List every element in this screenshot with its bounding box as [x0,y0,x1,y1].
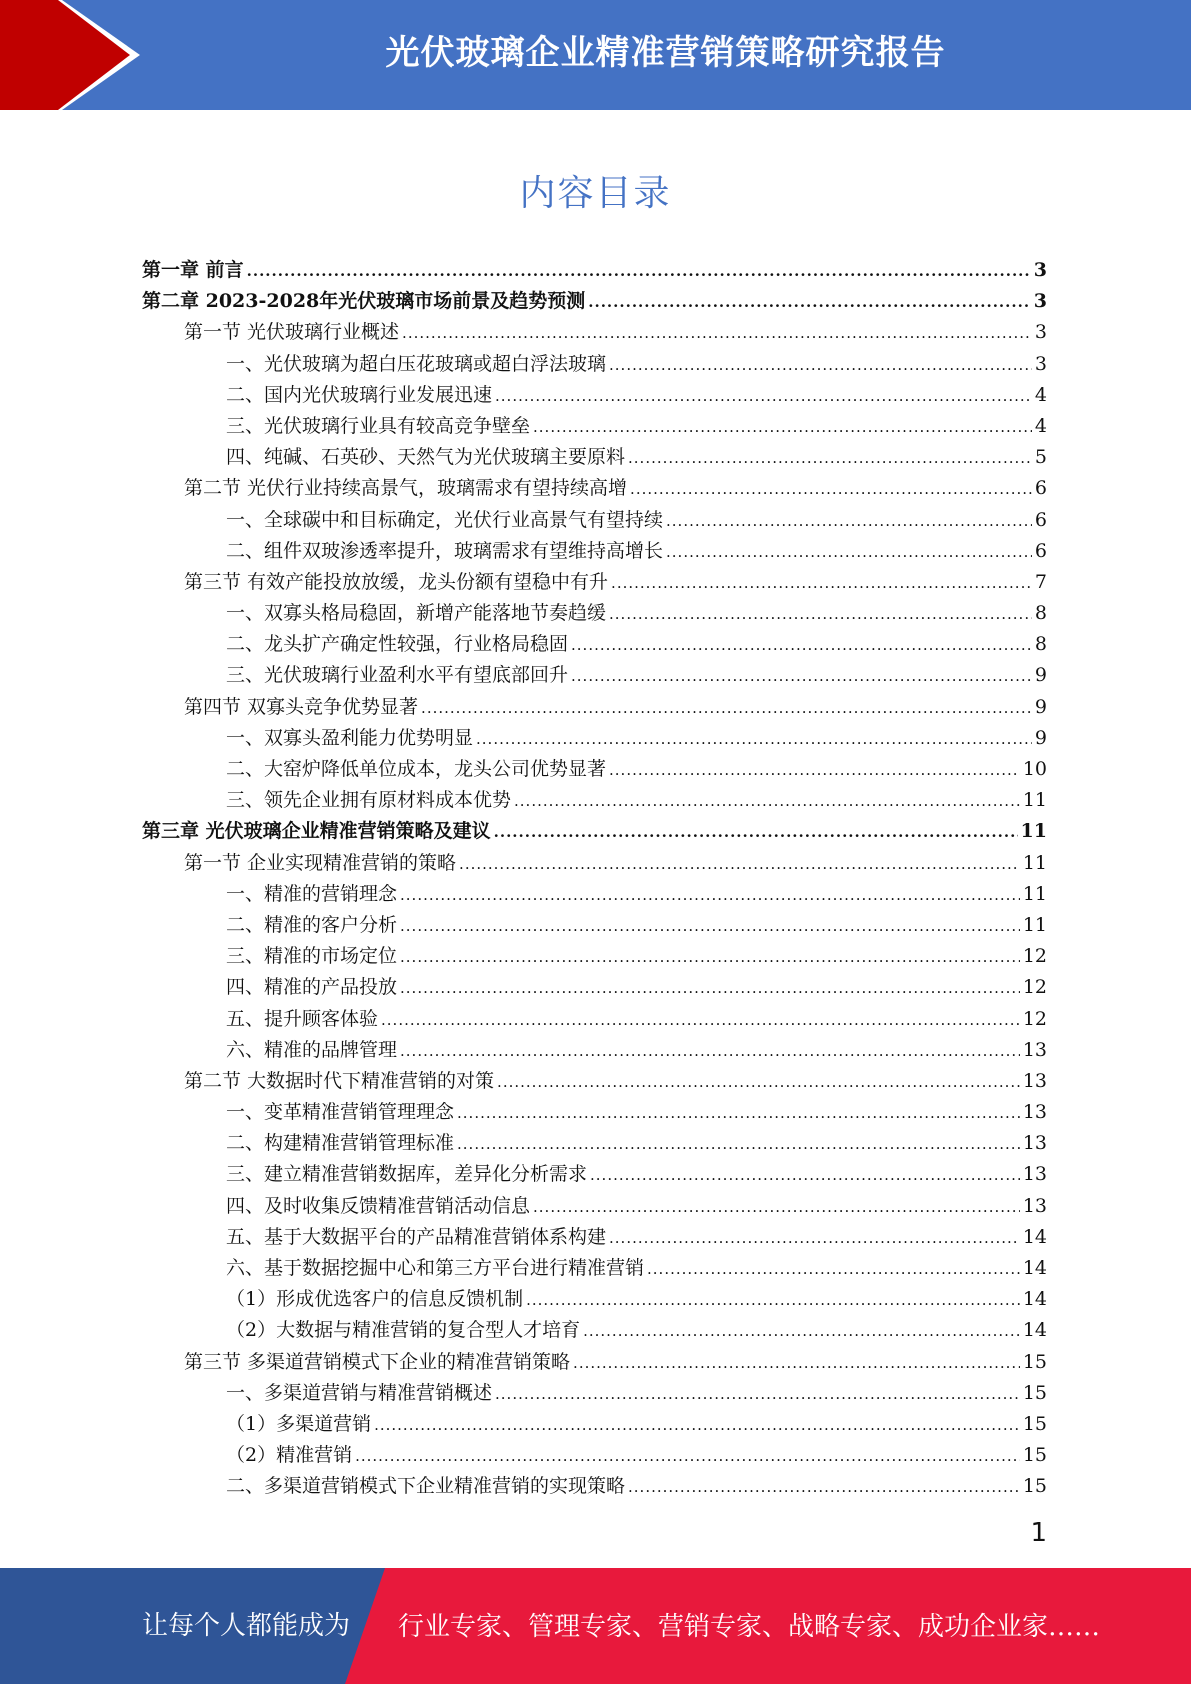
toc-entry-page: 13 [1022,1163,1047,1186]
toc-entry-title: 四、纯碱、石英砂、天然气为光伏玻璃主要原料 [226,446,626,469]
toc-entry[interactable] [142,941,1047,972]
toc-entry[interactable] [142,380,1047,411]
toc-entry[interactable] [142,785,1047,816]
toc-entry-title: 二、多渠道营销模式下企业精准营销的实现策略 [226,1475,626,1498]
toc-entry-page: 3 [1034,321,1047,344]
toc-entry-title: 三、精准的市场定位 [226,945,398,968]
toc-entry[interactable] [142,1315,1047,1346]
toc-entry-page: 11 [1020,820,1047,843]
toc-entry-page: 5 [1034,446,1047,469]
toc-entry-page: 3 [1033,290,1047,313]
toc-entry-page: 10 [1022,758,1047,780]
toc-leader-dots [628,443,1032,474]
toc-entry-title: 二、大窑炉降低单位成本，龙头公司优势显著 [226,758,607,780]
toc-leader-dots [630,474,1032,505]
toc-entry[interactable] [142,505,1047,536]
toc-entry-page: 15 [1022,1444,1047,1467]
toc-entry-title: 六、基于数据挖掘中心和第三方平台进行精准营销 [226,1257,645,1279]
toc-entry-title: 二、龙头扩产确定性较强，行业格局稳固 [226,633,569,656]
toc-entry-title: 第二节 大数据时代下精准营销的对策 [184,1069,495,1092]
toc-entry[interactable] [142,723,1047,754]
toc-entry-page: 13 [1022,1132,1047,1155]
toc-entry-title: 二、精准的客户分析 [226,913,398,936]
toc-entry-title: 三、领先企业拥有原材料成本优势 [226,789,512,812]
toc-entry[interactable] [142,411,1047,442]
toc-leader-dots [381,1005,1020,1036]
toc-entry-page: 13 [1022,1069,1047,1092]
toc-leader-dots [609,350,1032,381]
toc-entry[interactable] [142,848,1047,879]
toc-entry[interactable] [142,1159,1047,1190]
toc-entry-title: （1）形成优选客户的信息反馈机制 [226,1288,524,1311]
toc-entry-page: 14 [1022,1319,1047,1342]
toc-entry-page: 9 [1034,726,1047,749]
toc-entry-page: 15 [1022,1475,1047,1498]
toc-entry-title: 一、多渠道营销与精准营销概述 [226,1381,493,1404]
toc-entry-title: 第二节 光伏行业持续高景气，玻璃需求有望持续高增 [184,477,628,500]
toc-leader-dots [533,412,1032,443]
toc-entry-title: 一、光伏玻璃为超白压花玻璃或超白浮法玻璃 [226,352,607,375]
toc-entry-title: 第三章 光伏玻璃企业精准营销策略及建议 [142,820,491,843]
report-title: 光伏玻璃企业精准营销策略研究报告 [385,33,946,73]
toc-entry-title: 三、光伏玻璃行业盈利水平有望底部回升 [226,664,569,687]
toc-entry[interactable] [142,1128,1047,1159]
toc-entry-page: 12 [1022,1007,1047,1030]
page-footer [0,1568,1191,1684]
page-number: 1 [1030,1518,1047,1548]
toc-entry-page: 14 [1022,1288,1047,1311]
toc-entry[interactable] [142,1004,1047,1035]
toc-leader-dots [355,1441,1020,1472]
toc-leader-dots [457,1129,1020,1160]
toc-leader-dots [571,630,1032,661]
toc-entry-page: 14 [1022,1257,1047,1279]
toc-leader-dots [476,724,1032,755]
toc-entry-title: 第二章 2023-2028年光伏玻璃市场前景及趋势预测 [142,290,586,313]
toc-leader-dots [590,1160,1020,1191]
toc-entry[interactable] [142,1284,1047,1315]
toc-leader-dots [571,661,1032,692]
toc-entry[interactable] [142,1066,1047,1097]
toc-leader-dots [495,1379,1020,1410]
toc-entry[interactable] [142,1222,1047,1253]
toc-entry[interactable] [142,349,1047,380]
toc-entry-page: 11 [1022,913,1047,936]
toc-entry-page: 7 [1034,570,1047,593]
toc-entry-page: 11 [1022,882,1047,905]
toc-entry-title: 第三节 有效产能投放放缓，龙头份额有望稳中有升 [184,570,609,593]
toc-entry[interactable] [142,255,1047,286]
toc-entry-title: 六、精准的品牌管理 [226,1038,398,1061]
toc-entry-title: 五、基于大数据平台的产品精准营销体系构建 [226,1225,607,1248]
toc-entry-page: 8 [1034,633,1047,656]
toc-entry-title: 四、精准的产品投放 [226,976,398,999]
toc-leader-dots [247,256,1031,287]
toc-entry-page: 9 [1034,664,1047,687]
toc-entry[interactable] [142,1471,1047,1502]
toc-entry-page: 4 [1034,414,1047,437]
header-chevron-decoration [0,0,150,110]
toc-leader-dots [400,880,1020,911]
toc-leader-dots [514,786,1020,817]
toc-leader-dots [457,1098,1020,1129]
toc-leader-dots [459,849,1020,880]
toc-entry-page: 3 [1033,259,1047,281]
toc-entry[interactable] [142,536,1047,567]
toc-entry-page: 14 [1022,1225,1047,1248]
toc-entry-title: 一、全球碳中和目标确定，光伏行业高景气有望持续 [226,508,664,531]
toc-entry[interactable] [142,1409,1047,1440]
toc-entry[interactable] [142,1440,1047,1471]
toc-leader-dots [400,911,1020,942]
toc-leader-dots [611,568,1032,599]
toc-leader-dots [400,942,1020,973]
toc-entry[interactable] [142,598,1047,629]
toc-entry-title: 二、组件双玻渗透率提升，玻璃需求有望维持高增长 [226,539,664,562]
footer-roles: 行业专家、管理专家、营销专家、战略专家、成功企业家…… [398,1612,1101,1642]
toc-entry[interactable] [142,660,1047,691]
toc-entry-title: （1）多渠道营销 [226,1412,372,1435]
toc-entry-title: 一、精准的营销理念 [226,882,398,905]
toc-leader-dots [609,755,1020,786]
toc-leader-dots [497,1067,1020,1098]
toc-leader-dots [609,599,1032,630]
toc-leader-dots [533,1192,1020,1223]
toc-entry-title: 一、双寡头盈利能力优势明显 [226,726,474,749]
toc-entry-page: 9 [1034,695,1047,718]
toc-entry[interactable] [142,1191,1047,1222]
toc-entry[interactable] [142,910,1047,941]
toc-leader-dots [400,973,1020,1004]
toc-leader-dots [666,537,1032,568]
toc-entry[interactable] [142,286,1047,317]
toc-entry-page: 13 [1022,1038,1047,1061]
toc-leader-dots [588,287,1031,318]
toc-heading: 内容目录 [519,173,672,214]
toc-leader-dots [583,1316,1020,1347]
toc-entry-page: 6 [1034,539,1047,562]
toc-leader-dots [666,506,1032,537]
toc-leader-dots [628,1472,1020,1503]
toc-leader-dots [400,1036,1020,1067]
toc-entry-title: 第一节 企业实现精准营销的策略 [184,851,457,874]
toc-leader-dots [421,693,1032,724]
toc-entry-title: （2）精准营销 [226,1444,353,1467]
toc-entry-page: 11 [1022,851,1047,874]
toc-entry-page: 15 [1022,1350,1047,1373]
toc-leader-dots [609,1223,1020,1254]
toc-entry-title: 二、国内光伏玻璃行业发展迅速 [226,383,493,406]
toc-entry-page: 8 [1034,602,1047,625]
toc-entry[interactable] [142,1097,1047,1128]
toc-leader-dots [495,381,1032,412]
toc-entry[interactable] [142,629,1047,660]
toc-entry-title: 第一章 前言 [142,259,244,281]
toc-entry[interactable] [142,442,1047,473]
toc-entry[interactable] [142,692,1047,723]
toc-entry-title: 三、建立精准营销数据库，差异化分析需求 [226,1163,588,1186]
toc-entry-page: 12 [1022,976,1047,999]
toc-entry-page: 13 [1022,1101,1047,1124]
toc-entry-title: 二、构建精准营销管理标准 [226,1132,455,1155]
toc-entry-title: 一、变革精准营销管理理念 [226,1101,455,1124]
toc-entry[interactable] [142,1035,1047,1066]
toc-entry-page: 15 [1022,1412,1047,1435]
toc-entry-page: 6 [1034,508,1047,531]
toc-entry-title: 三、光伏玻璃行业具有较高竞争壁垒 [226,414,531,437]
toc-leader-dots [402,318,1032,349]
toc-entry-title: 一、双寡头格局稳固，新增产能落地节奏趋缓 [226,602,607,625]
toc-entry-page: 3 [1034,352,1047,375]
toc-leader-dots [374,1410,1020,1441]
toc-entry-title: 四、及时收集反馈精准营销活动信息 [226,1194,531,1217]
toc-entry-title: （2）大数据与精准营销的复合型人才培育 [226,1319,581,1342]
toc-entry-title: 第一节 光伏玻璃行业概述 [184,321,400,344]
toc-leader-dots [494,817,1018,848]
toc-entry[interactable] [142,879,1047,910]
toc-entry[interactable] [142,1253,1047,1284]
toc-entry-page: 15 [1022,1381,1047,1404]
toc-entry-page: 13 [1022,1194,1047,1217]
toc-entry-page: 12 [1022,945,1047,968]
toc-entry-page: 11 [1022,789,1047,812]
toc-entry[interactable] [142,816,1047,847]
toc-entry-title: 第四节 双寡头竞争优势显著 [184,695,419,718]
toc-entry-title: 五、提升顾客体验 [226,1007,379,1030]
page-header [0,0,1191,110]
toc-leader-dots [526,1285,1020,1316]
toc-entry[interactable] [142,317,1047,348]
toc-entry[interactable] [142,972,1047,1003]
toc-entry-page: 4 [1034,383,1047,406]
toc-entry[interactable] [142,754,1047,785]
table-of-contents [142,255,1047,1503]
toc-leader-dots [573,1348,1020,1379]
toc-entry[interactable] [142,1347,1047,1378]
toc-leader-dots [647,1254,1020,1285]
toc-entry-page: 6 [1034,477,1047,500]
toc-entry[interactable] [142,1378,1047,1409]
toc-entry[interactable] [142,567,1047,598]
toc-entry-title: 第三节 多渠道营销模式下企业的精准营销策略 [184,1350,571,1373]
footer-slogan: 让每个人都能成为 [142,1611,351,1641]
toc-entry[interactable] [142,473,1047,504]
